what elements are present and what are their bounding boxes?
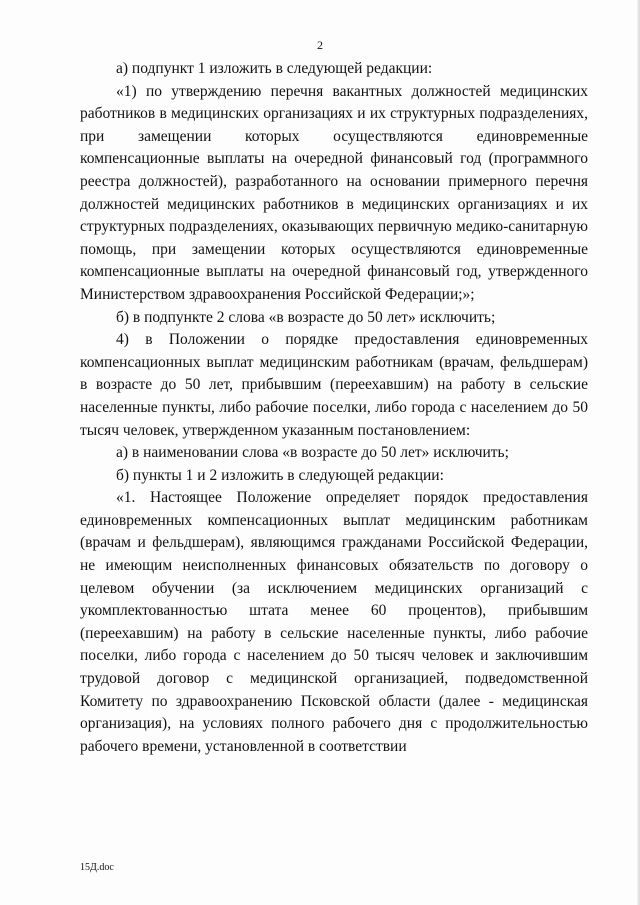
page-number: 2 bbox=[317, 38, 323, 52]
paragraph-subpoint-1-text: «1) по утверждению перечня вакантных должностей медицинских работников в медицинских организациях и их структурных подразделениях, при замещении которых осуществляются единовременные компенсационные выплаты на очередной финансовый год (программного реестра должностей), разработанного на основании примерного перечня должностей медицинских работников в медицинских организациях и их структурных подразделениях, оказывающих первичную медико-санитарную помощь, при замещении которых осуществляются единовременные компенсационные выплаты на очередной финансовый год, утвержденного Министерством здравоохранения Российской Федерации;»; bbox=[80, 82, 588, 303]
paragraph-clause-1: «1. Настоящее Положение определяет порядок предоставления единовременных компенсационных выплат медицинским работникам (врачам и фельдшерам), являющимся гражданами Российской Федерации, не имеющим неисполненных финансовых обязательств по договору о целевом обучении (за исключением медицинских организаций с укомплектованностью штата менее 60 процентов), прибывшим (переехавшим) на работу в сельские населенные пункты, либо рабочие поселки, либо города с населением до 50 тысяч человек и заключившим трудовой договор с медицинской организацией, подведомственной Комитету по здравоохранению Псковской области (далее - медицинская организация), на условиях полного рабочего дня с продолжительностью рабочего времени, установленной в соответствии bbox=[80, 489, 588, 755]
paragraph-item-4: 4) в Положении о порядке предоставления единовременных компенсационных выплат медицинским работникам (врачам, фельдшерам) в возрасте до 50 лет, прибывшим (переехавшим) на работу в сельские населенные пункты, либо рабочие поселки, либо города с населением до 50 тысяч человек, утвержденном указанным постановлением: bbox=[80, 331, 588, 439]
paragraph-subpoint-a: а) подпункт 1 изложить в следующей редакции: bbox=[116, 60, 433, 77]
document-body bbox=[80, 58, 588, 758]
paragraph-subpoint-b: б) в подпункте 2 слова «в возрасте до 50 лет» исключить; bbox=[116, 308, 496, 326]
paragraph-item-4-b: б) пункты 1 и 2 изложить в следующей редакции: bbox=[116, 466, 444, 484]
footer-filename: 15Д.doc bbox=[80, 862, 114, 873]
paragraph-item-4-a: а) в наименовании слова «в возрасте до 50 лет» исключить; bbox=[116, 444, 509, 462]
